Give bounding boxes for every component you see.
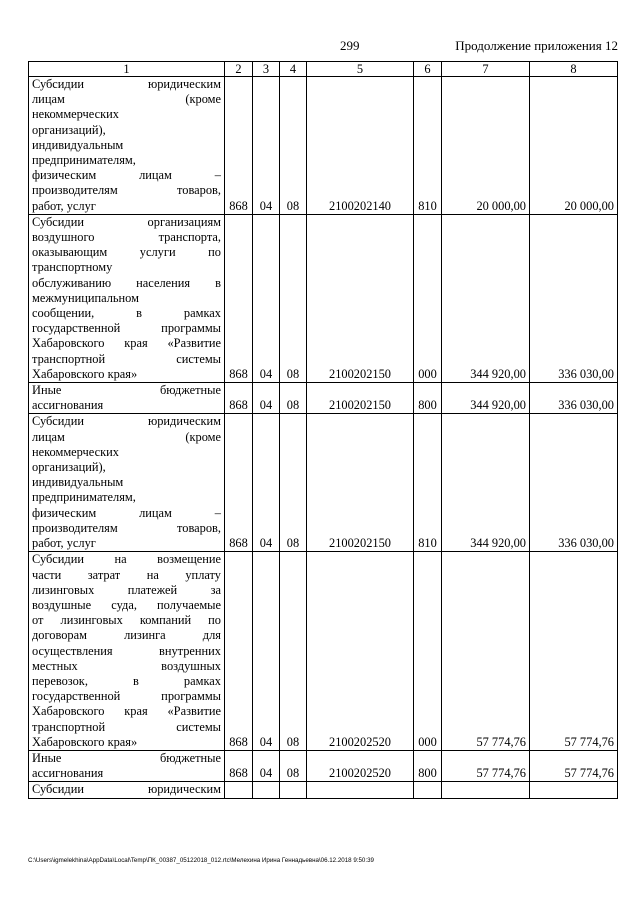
- description-line: транспортной системы: [32, 719, 221, 734]
- table-body: [29, 77, 618, 799]
- cell-expense-type: 810: [414, 77, 442, 215]
- cell-admin-code: 868: [225, 750, 253, 781]
- cell-subsection: 08: [280, 750, 307, 781]
- cell-amount-col7: 57 774,76: [442, 750, 530, 781]
- row-description: [29, 77, 225, 215]
- cell-target-article: 2100202520: [307, 750, 414, 781]
- description-line: воздушные суда, получаемые: [32, 597, 221, 612]
- description-line: Иные бюджетные: [32, 750, 221, 765]
- appendix-continuation-note: Продолжение приложения 12: [455, 38, 618, 53]
- table-row: [29, 782, 618, 798]
- cell-amount-col7: 20 000,00: [442, 77, 530, 215]
- cell-amount-col7: 57 774,76: [442, 552, 530, 751]
- cell-admin-code: 868: [225, 383, 253, 414]
- description-line: воздушного транспорта,: [32, 230, 221, 245]
- cell-amount-col7: 344 920,00: [442, 414, 530, 552]
- description-line: предпринимателям,: [32, 153, 136, 168]
- description-line: Хабаровского края «Развитие: [32, 704, 221, 719]
- description-line: осуществления внутренних: [32, 643, 221, 658]
- cell-admin-code: 868: [225, 214, 253, 382]
- cell-section: 04: [253, 214, 280, 382]
- cell-subsection: 08: [280, 214, 307, 382]
- description-line: местных воздушных: [32, 658, 221, 673]
- cell-subsection: 08: [280, 414, 307, 552]
- cell-expense-type: 810: [414, 414, 442, 552]
- cell-amount-col8: 336 030,00: [530, 214, 618, 382]
- cell-amount-col7: 344 920,00: [442, 383, 530, 414]
- description-line: Иные бюджетные: [32, 383, 221, 398]
- description-line: обслуживанию населения в: [32, 275, 221, 290]
- description-line: лицам (кроме: [32, 429, 221, 444]
- column-header: 6: [414, 62, 442, 77]
- description-line: межмуниципальном: [32, 290, 139, 305]
- column-header: 2: [225, 62, 253, 77]
- description-line: ассигнования: [32, 766, 104, 781]
- cell-amount-col8: 57 774,76: [530, 552, 618, 751]
- description-line: организаций),: [32, 460, 106, 475]
- cell-expense-type: 000: [414, 214, 442, 382]
- cell-target-article: 2100202150: [307, 214, 414, 382]
- description-line: Хабаровского края»: [32, 734, 138, 749]
- description-line: Хабаровского края»: [32, 366, 138, 381]
- table-row: [29, 750, 618, 781]
- cell-amount-col8: 336 030,00: [530, 383, 618, 414]
- description-line: Субсидии юридическим: [32, 414, 221, 429]
- description-line: перевозок, в рамках: [32, 673, 221, 688]
- description-line: государственной программы: [32, 689, 221, 704]
- cell-subsection: [280, 782, 307, 798]
- description-line: производителям товаров,: [32, 520, 221, 535]
- cell-target-article: 2100202520: [307, 552, 414, 751]
- description-line: организаций),: [32, 122, 106, 137]
- cell-expense-type: 000: [414, 552, 442, 751]
- cell-section: 04: [253, 750, 280, 781]
- table-header-row: [29, 62, 618, 77]
- cell-admin-code: [225, 782, 253, 798]
- cell-section: 04: [253, 383, 280, 414]
- description-line: лицам (кроме: [32, 92, 221, 107]
- cell-admin-code: 868: [225, 77, 253, 215]
- description-line: государственной программы: [32, 321, 221, 336]
- cell-amount-col8: 57 774,76: [530, 750, 618, 781]
- table-row: [29, 414, 618, 552]
- cell-section: [253, 782, 280, 798]
- row-description: [29, 750, 225, 781]
- column-header: 8: [530, 62, 618, 77]
- description-line: физическим лицам –: [32, 168, 221, 183]
- cell-admin-code: 868: [225, 552, 253, 751]
- cell-amount-col8: 20 000,00: [530, 77, 618, 215]
- table-row: [29, 77, 618, 215]
- description-line: некоммерческих: [32, 444, 119, 459]
- description-line: транспортной системы: [32, 351, 221, 366]
- cell-section: 04: [253, 552, 280, 751]
- description-line: работ, услуг: [32, 198, 96, 213]
- cell-amount-col8: 336 030,00: [530, 414, 618, 552]
- row-description: [29, 383, 225, 414]
- cell-section: 04: [253, 414, 280, 552]
- table-row: [29, 214, 618, 382]
- footer-file-path: C:\Users\igmelekhina\AppData\Local\Temp\ПК_00387_05122018_012.rtc\Мелехина Ирина Геннадьевна\06.12.2018 9:50:39: [28, 857, 374, 864]
- description-line: работ, услуг: [32, 536, 96, 551]
- cell-target-article: 2100202140: [307, 77, 414, 215]
- row-description: [29, 214, 225, 382]
- page-number: 299: [340, 38, 360, 53]
- table-row: [29, 552, 618, 751]
- cell-amount-col8: [530, 782, 618, 798]
- cell-expense-type: 800: [414, 383, 442, 414]
- column-header: 5: [307, 62, 414, 77]
- cell-target-article: 2100202150: [307, 383, 414, 414]
- description-line: индивидуальным: [32, 137, 124, 152]
- cell-target-article: [307, 782, 414, 798]
- cell-expense-type: 800: [414, 750, 442, 781]
- description-line: договорам лизинга для: [32, 628, 221, 643]
- description-line: ассигнования: [32, 398, 104, 413]
- description-line: предпринимателям,: [32, 490, 136, 505]
- cell-subsection: 08: [280, 383, 307, 414]
- cell-subsection: 08: [280, 77, 307, 215]
- cell-expense-type: [414, 782, 442, 798]
- row-description: [29, 552, 225, 751]
- column-header: 4: [280, 62, 307, 77]
- description-line: оказывающим услуги по: [32, 245, 221, 260]
- cell-admin-code: 868: [225, 414, 253, 552]
- description-line: сообщении, в рамках: [32, 306, 221, 321]
- description-line: части затрат на уплату: [32, 567, 221, 582]
- row-description: [29, 782, 225, 798]
- cell-section: 04: [253, 77, 280, 215]
- description-line: Субсидии юридическим: [32, 77, 221, 91]
- table-row: [29, 383, 618, 414]
- description-line: физическим лицам –: [32, 505, 221, 520]
- cell-amount-col7: [442, 782, 530, 798]
- budget-table: [28, 61, 618, 799]
- description-line: производителям товаров,: [32, 183, 221, 198]
- description-line: от лизинговых компаний по: [32, 613, 221, 628]
- description-line: транспортному: [32, 260, 113, 275]
- cell-subsection: 08: [280, 552, 307, 751]
- cell-amount-col7: 344 920,00: [442, 214, 530, 382]
- row-description: [29, 414, 225, 552]
- column-header: 7: [442, 62, 530, 77]
- description-line: некоммерческих: [32, 107, 119, 122]
- description-line: индивидуальным: [32, 475, 124, 490]
- description-line: лизинговых платежей за: [32, 582, 221, 597]
- description-line: Субсидии организациям: [32, 214, 221, 229]
- column-header: 1: [29, 62, 225, 77]
- description-line: Субсидии на возмещение: [32, 552, 221, 567]
- description-line: Субсидии юридическим: [32, 782, 221, 797]
- column-header: 3: [253, 62, 280, 77]
- cell-target-article: 2100202150: [307, 414, 414, 552]
- description-line: Хабаровского края «Развитие: [32, 336, 221, 351]
